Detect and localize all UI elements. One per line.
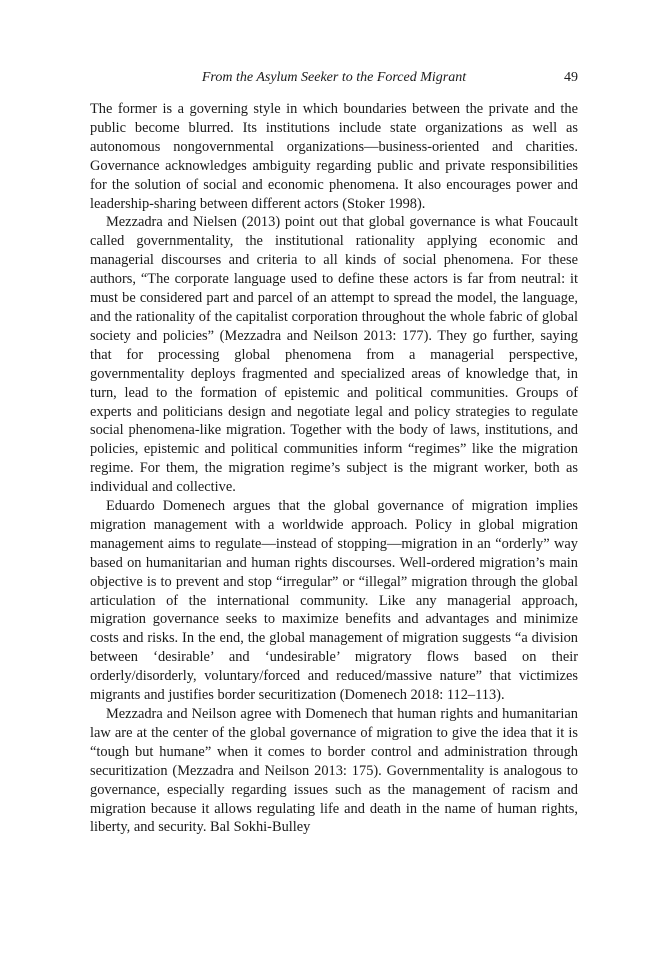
body-text bbox=[90, 100, 578, 837]
running-title: From the Asylum Seeker to the Forced Migrant bbox=[201, 70, 467, 85]
paragraph-mezzadra-nielsen: Mezzadra and Nielsen (2013) point out that global governance is what Foucault called governmentality, the institutional rationality applying economic and managerial discourses and criteria to all kinds of social phenomena. For these authors, “The corporate language used to define these actors is far from neutral: it must be considered part and parcel of an attempt to spread the model, the language, and the rationality of the capitalist corporation throughout the whole fabric of global society and policies” (Mezzadra and Neilson 2013: 177). They go further, saying that for processing global phenomena from a managerial perspective, governmentality deploys fragmented and specialized areas of knowledge that, in turn, lead to the formation of epistemic and political communities. Groups of experts and politicians design and negotiate legal and policy strategies to regulate social phenomena-like migration. Together with the body of laws, institutions, and policies, epistemic and political communities inform “regimes” like the migration regime. For them, the migration regime’s subject is the migrant worker, both as individual and collective. bbox=[90, 214, 578, 496]
paragraph-governance-definition: The former is a governing style in which boundaries between the private and the public become blurred. Its institutions include state organizations as well as autonomous nongovernmental organizations—business-oriented and charities. Governance acknowledges ambiguity regarding public and private responsibilities for the solution of social and economic phenomena. It also encourages power and leadership-sharing between different actors (Stoker 1998). bbox=[90, 101, 578, 212]
page-number: 49 bbox=[564, 70, 578, 85]
running-header bbox=[90, 68, 578, 88]
paragraph-domenech: Eduardo Domenech argues that the global governance of migration implies migration management with a worldwide approach. Policy in global migration management aims to regulate—instead of stopping—migration in an “orderly” way based on humanitarian and human rights discourses. Well-ordered migration’s main objective is to prevent and stop “irregular” or “illegal” migration through the global articulation of the international community. Like any managerial approach, migration governance seeks to maximize benefits and advantages and minimize costs and risks. In the end, the global management of migration suggests “a division between ‘desirable’ and ‘undesirable’ migratory flows based on their orderly/disorderly, voluntary/forced and reduced/massive nature” that victimizes migrants and justifies border securitization (Domenech 2018: 112–113). bbox=[90, 498, 578, 704]
book-page bbox=[90, 0, 578, 975]
paragraph-governmentality: Mezzadra and Neilson agree with Domenech that human rights and humanitarian law are at the center of the global governance of migration to give the idea that it is “tough but humane” when it comes to border control and administration through securitization (Mezzadra and Neilson 2013: 175). Governmentality is analogous to governance, especially regarding issues such as the management of racism and migration because it allows regulating life and death in the name of human rights, liberty, and security. Bal Sokhi-Bulley bbox=[90, 706, 578, 836]
